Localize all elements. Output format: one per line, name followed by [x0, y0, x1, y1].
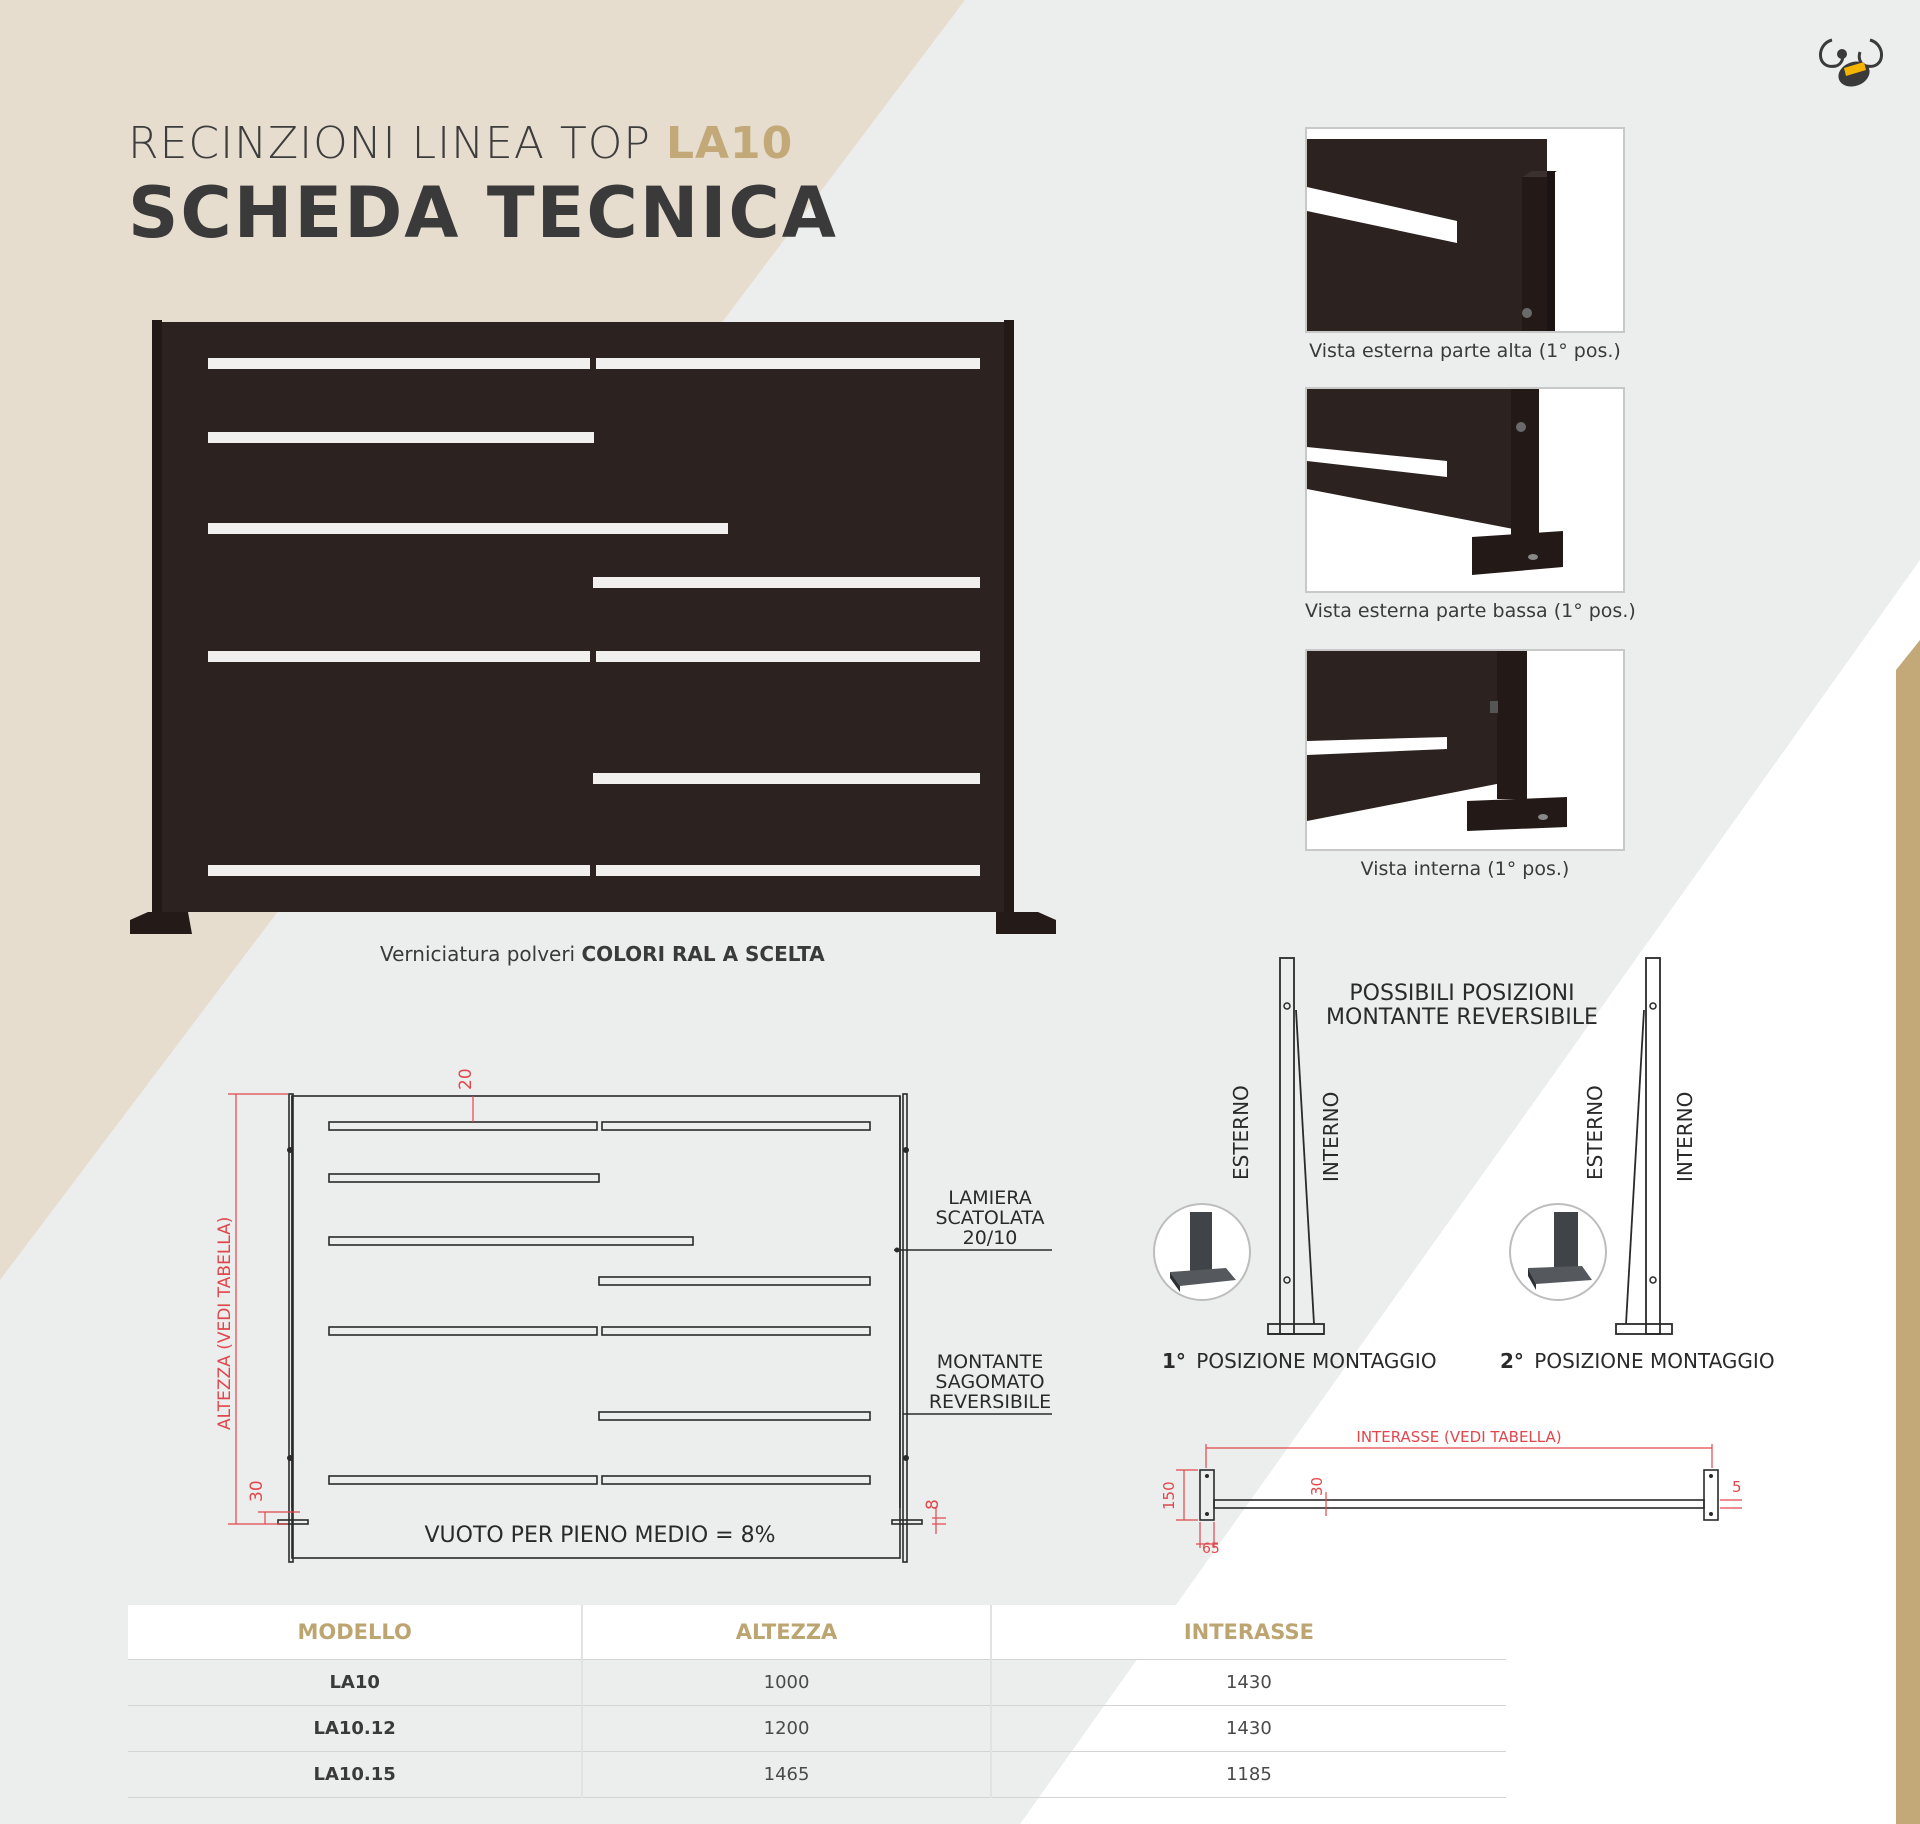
pos2-external-label: ESTERNO — [1583, 1085, 1607, 1180]
bee-icon — [1812, 30, 1892, 98]
cell-interaxis: 1430 — [991, 1660, 1506, 1706]
label-sheet-1: LAMIERA — [948, 1187, 1032, 1209]
label-post-2: SAGOMATO — [935, 1371, 1045, 1393]
pos1-label — [1162, 1349, 1437, 1373]
pos2-label — [1500, 1349, 1775, 1373]
spec-table — [128, 1605, 1506, 1798]
paint-caption-prefix: Verniciatura polveri — [380, 942, 576, 966]
plan-dim-65: 65 — [1202, 1541, 1220, 1557]
pos1-external-label: ESTERNO — [1229, 1085, 1253, 1180]
plan-interasse-label: INTERASSE (VEDI TABELLA) — [1356, 1428, 1562, 1446]
pos2-detail-circle — [1510, 1204, 1606, 1300]
gold-edge — [1896, 640, 1920, 1824]
pos1-number: 1° — [1162, 1349, 1186, 1373]
paint-caption-bold: COLORI RAL A SCELTA — [581, 942, 825, 966]
void-ratio-label: VUOTO PER PIENO MEDIO = 8% — [424, 1523, 776, 1548]
header-model: MODELLO — [128, 1605, 582, 1660]
pos2-number: 2° — [1500, 1349, 1524, 1373]
positions-title-2: MONTANTE REVERSIBILE — [1326, 1005, 1598, 1030]
dim-height: ALTEZZA (VEDI TABELLA) — [215, 1216, 235, 1430]
page-subtitle — [128, 118, 793, 169]
cell-interaxis: 1430 — [991, 1706, 1506, 1752]
thumb-caption-3: Vista interna (1° pos.) — [1360, 858, 1570, 880]
plan-dim-5: 5 — [1732, 1478, 1742, 1496]
header-height: ALTEZZA — [582, 1605, 990, 1660]
label-sheet-2: SCATOLATA — [935, 1207, 1045, 1229]
title-accent: LA10 — [665, 118, 794, 169]
title-light: RECINZIONI LINEA TOP — [128, 118, 651, 169]
cell-height: 1200 — [582, 1706, 990, 1752]
thumb-internal — [1305, 649, 1625, 851]
thumb-caption-2: Vista esterna parte bassa (1° pos.) — [1305, 600, 1636, 622]
dim-top: 20 — [456, 1068, 476, 1090]
cell-model: LA10 — [128, 1660, 582, 1706]
table-row — [128, 1752, 1506, 1798]
thumb-caption-1: Vista esterna parte alta (1° pos.) — [1309, 340, 1621, 362]
header-interaxis: INTERASSE — [991, 1605, 1506, 1660]
plan-dim-30: 30 — [1308, 1476, 1326, 1496]
label-sheet-3: 20/10 — [962, 1227, 1018, 1249]
cell-model: LA10.15 — [128, 1752, 582, 1798]
table-row — [128, 1660, 1506, 1706]
pos2-internal-label: INTERNO — [1673, 1091, 1697, 1182]
plan-view-drawing — [1150, 1420, 1770, 1560]
positions-title-1: POSSIBILI POSIZIONI — [1349, 981, 1575, 1006]
plan-dim-150: 150 — [1160, 1481, 1178, 1510]
cell-height: 1000 — [582, 1660, 990, 1706]
pos1-internal-label: INTERNO — [1319, 1091, 1343, 1182]
page-title: SCHEDA TECNICA — [128, 172, 838, 254]
front-technical-drawing — [200, 1050, 1100, 1570]
table-header-row — [128, 1605, 1506, 1660]
cell-interaxis: 1185 — [991, 1752, 1506, 1798]
pos1-text: POSIZIONE MONTAGGIO — [1196, 1349, 1437, 1373]
cell-height: 1465 — [582, 1752, 990, 1798]
table-row — [128, 1706, 1506, 1752]
fence-panel-image — [128, 318, 1060, 938]
cell-model: LA10.12 — [128, 1706, 582, 1752]
dim-gap: 8 — [923, 1499, 943, 1510]
pos2-text: POSIZIONE MONTAGGIO — [1534, 1349, 1775, 1373]
paint-caption — [380, 942, 825, 966]
post-positions-diagram — [1140, 950, 1800, 1380]
pos1-detail-circle — [1154, 1204, 1250, 1300]
dim-bottom: 30 — [247, 1480, 267, 1502]
label-post-3: REVERSIBILE — [928, 1391, 1052, 1413]
label-post-1: MONTANTE — [936, 1351, 1044, 1373]
thumb-top-external — [1305, 127, 1625, 333]
thumb-bottom-external — [1305, 387, 1625, 593]
